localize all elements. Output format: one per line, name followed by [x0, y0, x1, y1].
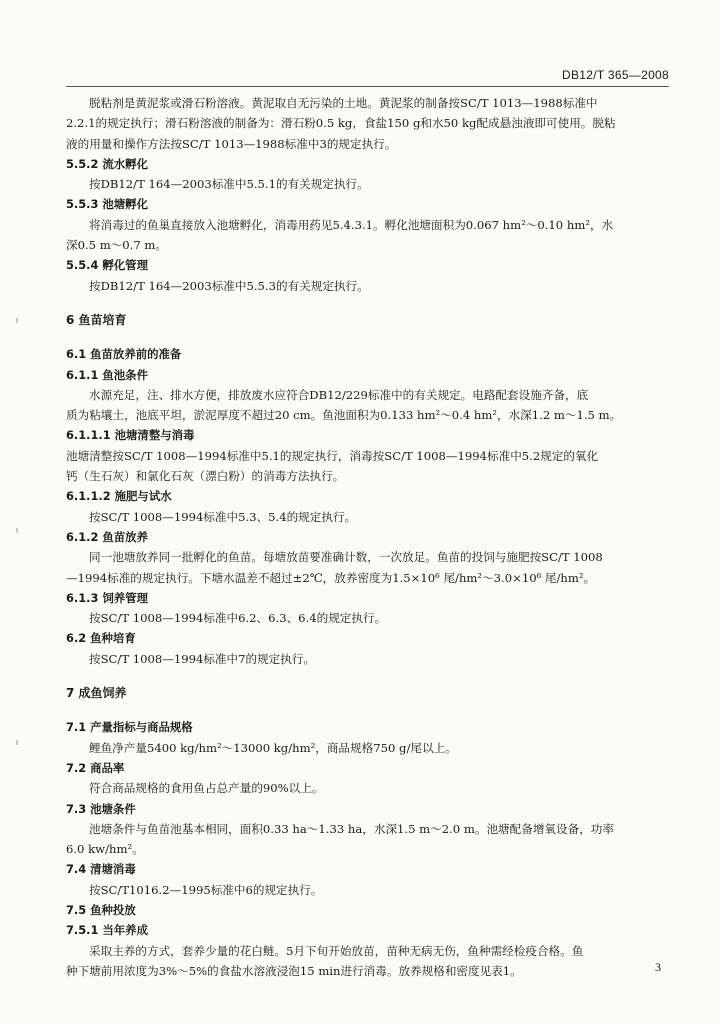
- document-number: DB12/T 365—2008: [561, 68, 669, 82]
- paragraph-line: 按SC/T 1008—1994标准中6.2、6.3、6.4的规定执行。: [89, 611, 387, 626]
- paragraph-line: 按DB12/T 164—2003标准中5.5.1的有关规定执行。: [89, 177, 369, 192]
- section-gap: [66, 703, 672, 717]
- section-heading: 6.1.1 鱼池条件: [66, 367, 148, 382]
- section-heading: 6.2 鱼种培育: [66, 631, 136, 646]
- paragraph-line: 采取主养的方式，套养少量的花白鲢。5月下旬开始放苗，苗种无病无伤，鱼种需经检疫合格。鱼: [89, 943, 584, 958]
- section-heading: 5.5.3 池塘孵化: [66, 197, 148, 212]
- paragraph-line: 脱粘剂是黄泥浆或滑石粉溶液。黄泥取自无污染的土地。黄泥浆的制备按SC/T 1013—1988标准中: [89, 96, 598, 110]
- paragraph-line: 2.2.1的规定执行；滑石粉溶液的制备为：滑石粉0.5 kg，食盐150 g和水50 kg配成悬浊液即可使用。脱粘: [66, 116, 616, 131]
- section-heading: 5.5.2 流水孵化: [66, 156, 148, 171]
- paragraph-line: 将消毒过的鱼巢直接放入池塘孵化，消毒用药见5.4.3.1。孵化池塘面积为0.067 hm²～0.10 hm²，水: [89, 217, 614, 232]
- paragraph-line: 6.0 kw/hm²。: [66, 842, 144, 857]
- section-heading: 7.1 产量指标与商品规格: [66, 720, 193, 735]
- section-gap: [66, 296, 672, 310]
- paragraph-line: 同一池塘放养同一批孵化的鱼苗。每塘放苗要准确计数，一次放足。鱼苗的投饲与施肥按SC/T 1008: [89, 550, 603, 565]
- paragraph-line: 池塘清整按SC/T 1008—1994标准中5.1的规定执行，消毒按SC/T 1008—1994标准中5.2规定的氧化: [66, 448, 599, 463]
- margin-mark: [16, 528, 18, 533]
- margin-mark: [16, 318, 18, 323]
- paragraph-line: 鲤鱼净产量5400 kg/hm²～13000 kg/hm²，商品规格750 g/尾以上。: [89, 740, 457, 755]
- section-heading: 6.1.1.1 池塘清整与消毒: [66, 428, 195, 443]
- paragraph-line: —1994标准的规定执行。下塘水温差不超过±2℃，放养密度为1.5×10⁶ 尾/hm²～3.0×10⁶ 尾/hm²。: [66, 570, 596, 585]
- section-heading: 6.1.1.2 施肥与试水: [66, 489, 172, 504]
- paragraph-line: 按SC/T 1008—1994标准中7的规定执行。: [89, 651, 316, 666]
- section-heading: 6.1.3 饲养管理: [66, 590, 148, 605]
- section-gap: [66, 669, 672, 683]
- margin-mark: [16, 740, 18, 745]
- paragraph-line: 钙（生石灰）和氯化石灰（漂白粉）的消毒方法执行。: [66, 469, 345, 484]
- section-heading: 6 鱼苗培育: [66, 312, 127, 327]
- section-gap: [66, 330, 672, 344]
- paragraph-line: 质为粘壤土，池底平坦，淤泥厚度不超过20 cm。鱼池面积为0.133 hm²～0.4 hm²，水深1.2 m～1.5 m。: [66, 408, 622, 423]
- page-number: 3: [655, 960, 661, 974]
- paragraph-line: 符合商品规格的食用鱼占总产量的90%以上。: [89, 781, 324, 796]
- section-heading: 6.1 鱼苗放养前的准备: [66, 347, 182, 362]
- paragraph-line: 种下塘前用浓度为3%～5%的食盐水溶液浸泡15 min进行消毒。放养规格和密度见表1。: [66, 963, 522, 978]
- section-heading: 5.5.4 孵化管理: [66, 258, 148, 273]
- paragraph-line: 按DB12/T 164—2003标准中5.5.3的有关规定执行。: [89, 278, 369, 293]
- section-heading: 7 成鱼饲养: [66, 686, 127, 701]
- section-heading: 7.4 清塘消毒: [66, 862, 136, 877]
- paragraph-line: 按SC/T 1008—1994标准中5.3、5.4的规定执行。: [89, 509, 357, 524]
- paragraph-line: 液的用量和操作方法按SC/T 1013—1988标准中3的规定执行。: [66, 136, 397, 151]
- section-heading: 7.5 鱼种投放: [66, 902, 136, 917]
- paragraph-line: 按SC/T1016.2—1995标准中6的规定执行。: [89, 882, 323, 897]
- section-heading: 6.1.2 鱼苗放养: [66, 529, 148, 544]
- paragraph-line: 深0.5 m～0.7 m。: [66, 238, 168, 253]
- section-heading: 7.2 商品率: [66, 760, 125, 775]
- document-body: [66, 93, 672, 981]
- section-heading: 7.5.1 当年养成: [66, 923, 148, 938]
- section-heading: 7.3 池塘条件: [66, 801, 136, 816]
- paragraph-line: 池塘条件与鱼苗池基本相同，面积0.33 ha～1.33 ha，水深1.5 m～2.0 m。池塘配备增氧设备，功率: [89, 821, 614, 836]
- header-rule: [66, 86, 669, 87]
- paragraph-line: 水源充足，注、排水方便，排放废水应符合DB12/229标准中的有关规定。电路配套设施齐备，底: [89, 387, 589, 402]
